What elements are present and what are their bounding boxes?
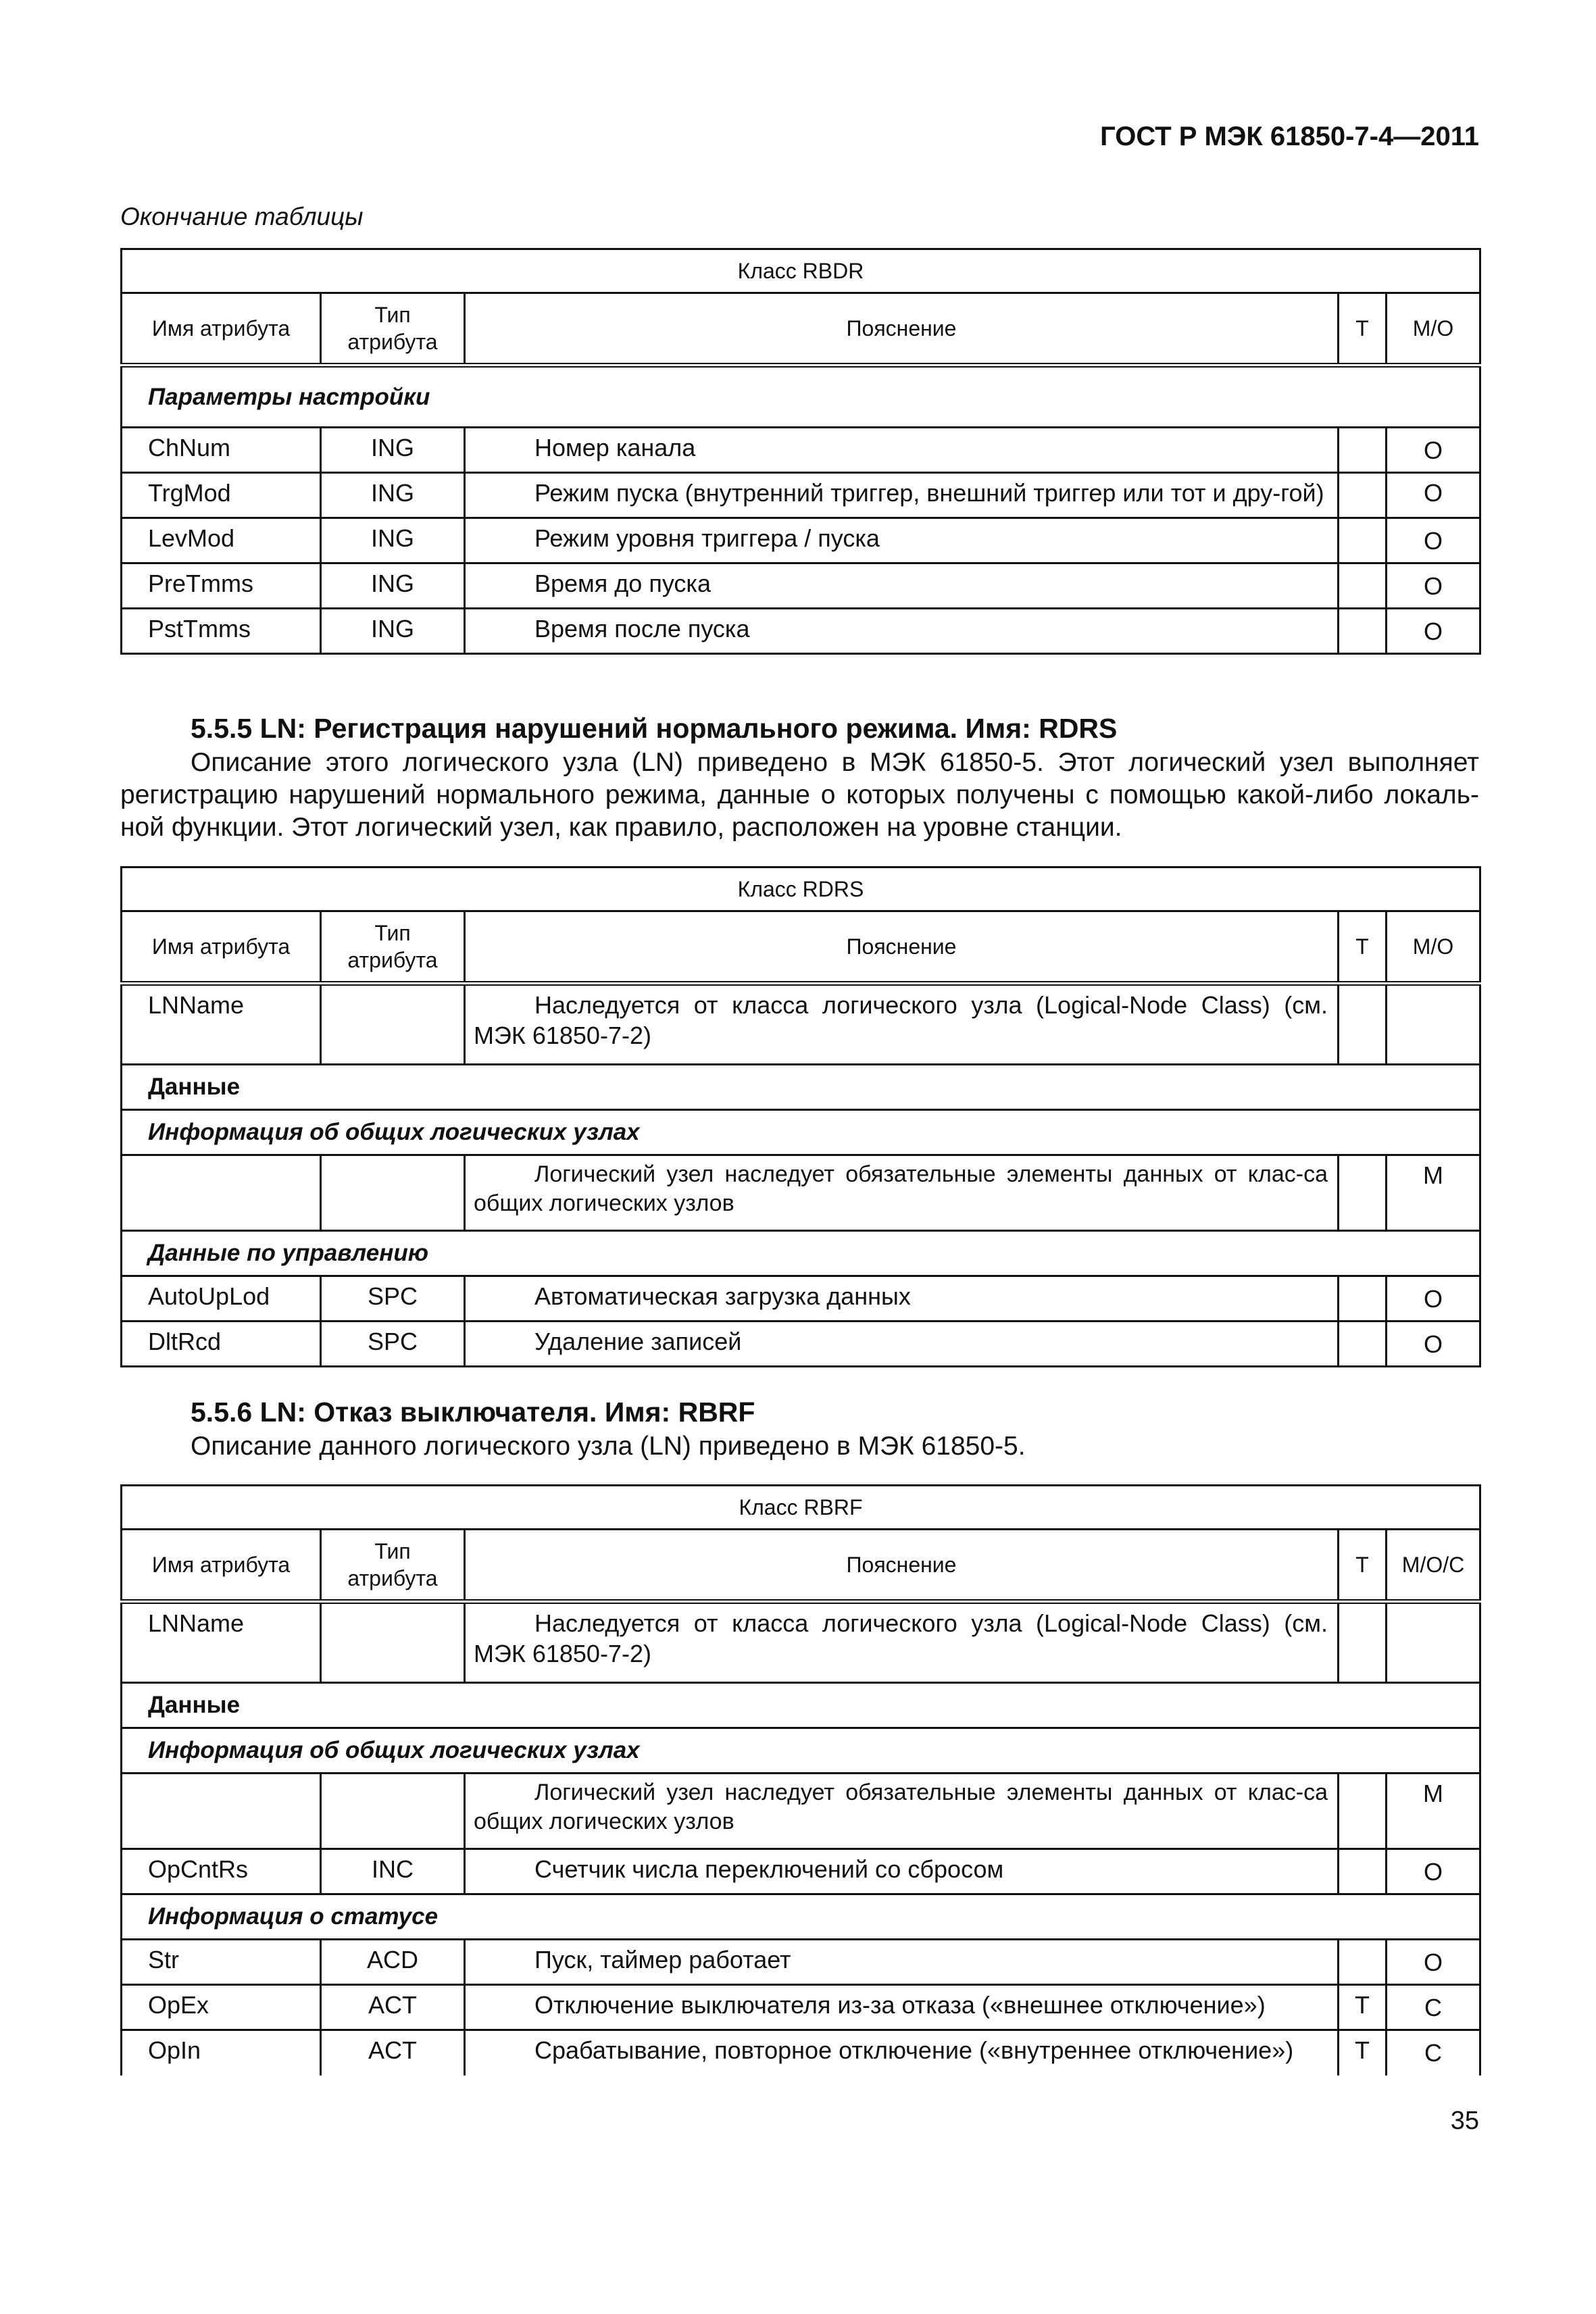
attr-mo: C xyxy=(1387,1985,1480,2030)
table-caption: Окончание таблицы xyxy=(120,203,364,230)
attr-desc: Логический узел наследует обязательные элементы данных от клас-са общих логических узлов xyxy=(465,1155,1339,1231)
attr-mo xyxy=(1387,984,1480,1065)
document-header: ГОСТ Р МЭК 61850-7-4—2011 xyxy=(1100,122,1479,151)
col-header-name: Имя атрибута xyxy=(122,911,321,984)
table-row xyxy=(122,1849,1480,1894)
attr-type: ACD xyxy=(321,1940,465,1985)
table-row xyxy=(122,609,1480,654)
col-header-desc: Пояснение xyxy=(465,1530,1339,1602)
attr-name: LNName xyxy=(122,1602,321,1683)
col-header-desc: Пояснение xyxy=(465,911,1339,984)
attr-type: ING xyxy=(321,473,465,518)
attr-desc: Номер канала xyxy=(465,428,1339,473)
attr-t xyxy=(1339,563,1387,609)
col-header-desc: Пояснение xyxy=(465,293,1339,366)
attr-mo: O xyxy=(1387,1322,1480,1367)
attr-name: LNName xyxy=(122,984,321,1065)
attr-desc: Наследуется от класса логического узла (Logical-Node Class) (см. МЭК 61850-7-2) xyxy=(465,984,1339,1065)
attr-t xyxy=(1339,428,1387,473)
attr-type: SPC xyxy=(321,1276,465,1322)
section-label: Данные по управлению xyxy=(122,1231,1480,1276)
attr-mo: O xyxy=(1387,1276,1480,1322)
attr-t xyxy=(1339,1602,1387,1683)
attr-t xyxy=(1339,1322,1387,1367)
attr-mo: O xyxy=(1387,1849,1480,1894)
class-label: Класс RBDR xyxy=(122,249,1480,293)
attr-type: ACT xyxy=(321,1985,465,2030)
col-header-moc: M/O/C xyxy=(1387,1530,1480,1602)
attr-mo: O xyxy=(1387,518,1480,563)
attr-name: PstTmms xyxy=(122,609,321,654)
attr-mo: O xyxy=(1387,609,1480,654)
table-row xyxy=(122,2030,1480,2076)
attr-desc: Время до пуска xyxy=(465,563,1339,609)
section-title-555: 5.5.5 LN: Регистрация нарушений нормального режима. Имя: RDRS xyxy=(191,713,1118,744)
table-row xyxy=(122,1155,1480,1231)
attr-type xyxy=(321,1155,465,1231)
col-header-t: T xyxy=(1339,293,1387,366)
table-rbdr xyxy=(120,248,1481,655)
section-label: Параметры настройки xyxy=(122,366,1480,428)
attr-type: ING xyxy=(321,563,465,609)
attr-name: OpIn xyxy=(122,2030,321,2076)
col-header-mo: M/O xyxy=(1387,293,1480,366)
attr-name: Str xyxy=(122,1940,321,1985)
attr-mo: O xyxy=(1387,428,1480,473)
attr-mo xyxy=(1387,1602,1480,1683)
attr-desc: Время после пуска xyxy=(465,609,1339,654)
attr-type xyxy=(321,984,465,1065)
table-row xyxy=(122,518,1480,563)
attr-type: ING xyxy=(321,609,465,654)
attr-t: T xyxy=(1339,2030,1387,2076)
attr-t xyxy=(1339,1940,1387,1985)
attr-name xyxy=(122,1774,321,1849)
col-header-t: T xyxy=(1339,1530,1387,1602)
col-header-type: Тип атрибута xyxy=(321,1530,465,1602)
table-rdrs xyxy=(120,866,1481,1367)
col-header-name: Имя атрибута xyxy=(122,293,321,366)
attr-t xyxy=(1339,1155,1387,1231)
attr-name: ChNum xyxy=(122,428,321,473)
attr-mo: O xyxy=(1387,473,1480,518)
table-row xyxy=(122,1602,1480,1683)
section-text-555 xyxy=(120,747,1479,844)
attr-type xyxy=(321,1774,465,1849)
attr-t xyxy=(1339,1276,1387,1322)
attr-desc: Пуск, таймер работает xyxy=(465,1940,1339,1985)
attr-t xyxy=(1339,609,1387,654)
attr-name: TrgMod xyxy=(122,473,321,518)
section-text-556-body: Описание данного логического узла (LN) приведено в МЭК 61850-5. xyxy=(191,1432,1026,1461)
attr-desc: Логический узел наследует обязательные элементы данных от клас-са общих логических узлов xyxy=(465,1774,1339,1849)
attr-type xyxy=(321,1602,465,1683)
table-rbrf xyxy=(120,1484,1481,2076)
attr-t xyxy=(1339,518,1387,563)
attr-name: DltRcd xyxy=(122,1322,321,1367)
table-row xyxy=(122,428,1480,473)
attr-type: SPC xyxy=(321,1322,465,1367)
col-header-type: Тип атрибута xyxy=(321,911,465,984)
attr-type: ING xyxy=(321,518,465,563)
attr-desc: Срабатывание, повторное отключение («внутреннее отключение») xyxy=(465,2030,1339,2076)
attr-desc: Счетчик числа переключений со сбросом xyxy=(465,1849,1339,1894)
attr-desc: Отключение выключателя из-за отказа («внешнее отключение») xyxy=(465,1985,1339,2030)
attr-mo: M xyxy=(1387,1774,1480,1849)
table-row xyxy=(122,1985,1480,2030)
section-label: Данные xyxy=(122,1683,1480,1728)
table-row xyxy=(122,1322,1480,1367)
attr-t xyxy=(1339,984,1387,1065)
attr-desc: Наследуется от класса логического узла (Logical-Node Class) (см. МЭК 61850-7-2) xyxy=(465,1602,1339,1683)
col-header-mo: M/O xyxy=(1387,911,1480,984)
attr-name: PreTmms xyxy=(122,563,321,609)
section-label: Информация о статусе xyxy=(122,1894,1480,1940)
table-row xyxy=(122,1774,1480,1849)
col-header-t: T xyxy=(1339,911,1387,984)
section-label: Информация об общих логических узлах xyxy=(122,1110,1480,1155)
table-row xyxy=(122,473,1480,518)
attr-mo: O xyxy=(1387,1940,1480,1985)
attr-name: AutoUpLod xyxy=(122,1276,321,1322)
attr-t xyxy=(1339,1849,1387,1894)
attr-desc: Режим уровня триггера / пуска xyxy=(465,518,1339,563)
attr-mo: C xyxy=(1387,2030,1480,2076)
section-label: Информация об общих логических узлах xyxy=(122,1728,1480,1774)
attr-desc: Режим пуска (внутренний триггер, внешний триггер или тот и дру-гой) xyxy=(465,473,1339,518)
attr-name: LevMod xyxy=(122,518,321,563)
col-header-name: Имя атрибута xyxy=(122,1530,321,1602)
attr-mo: O xyxy=(1387,563,1480,609)
attr-name: OpCntRs xyxy=(122,1849,321,1894)
table-row xyxy=(122,984,1480,1065)
attr-type: ING xyxy=(321,428,465,473)
attr-t xyxy=(1339,473,1387,518)
attr-t xyxy=(1339,1774,1387,1849)
attr-mo: M xyxy=(1387,1155,1480,1231)
section-label: Данные xyxy=(122,1065,1480,1110)
page-number: 35 xyxy=(1450,2107,1479,2135)
section-text-555-body: Описание этого логического узла (LN) приведено в МЭК 61850-5. Этот логический узел выполняет регистрацию нарушений нормального режима, данные о которых получены с помощью какой-либо локаль-ной функции. Этот логический узел, как правило, расположен на уровне станции. xyxy=(120,748,1479,842)
class-label: Класс RBRF xyxy=(122,1486,1480,1530)
attr-desc: Удаление записей xyxy=(465,1322,1339,1367)
col-header-type: Тип атрибута xyxy=(321,293,465,366)
table-row xyxy=(122,1940,1480,1985)
attr-type: INC xyxy=(321,1849,465,1894)
table-row xyxy=(122,563,1480,609)
attr-desc: Автоматическая загрузка данных xyxy=(465,1276,1339,1322)
attr-name: OpEx xyxy=(122,1985,321,2030)
class-label: Класс RDRS xyxy=(122,867,1480,911)
table-row xyxy=(122,1276,1480,1322)
section-title-556: 5.5.6 LN: Отказ выключателя. Имя: RBRF xyxy=(191,1397,755,1428)
attr-name xyxy=(122,1155,321,1231)
attr-type: ACT xyxy=(321,2030,465,2076)
section-text-556 xyxy=(120,1430,1479,1463)
attr-t: T xyxy=(1339,1985,1387,2030)
